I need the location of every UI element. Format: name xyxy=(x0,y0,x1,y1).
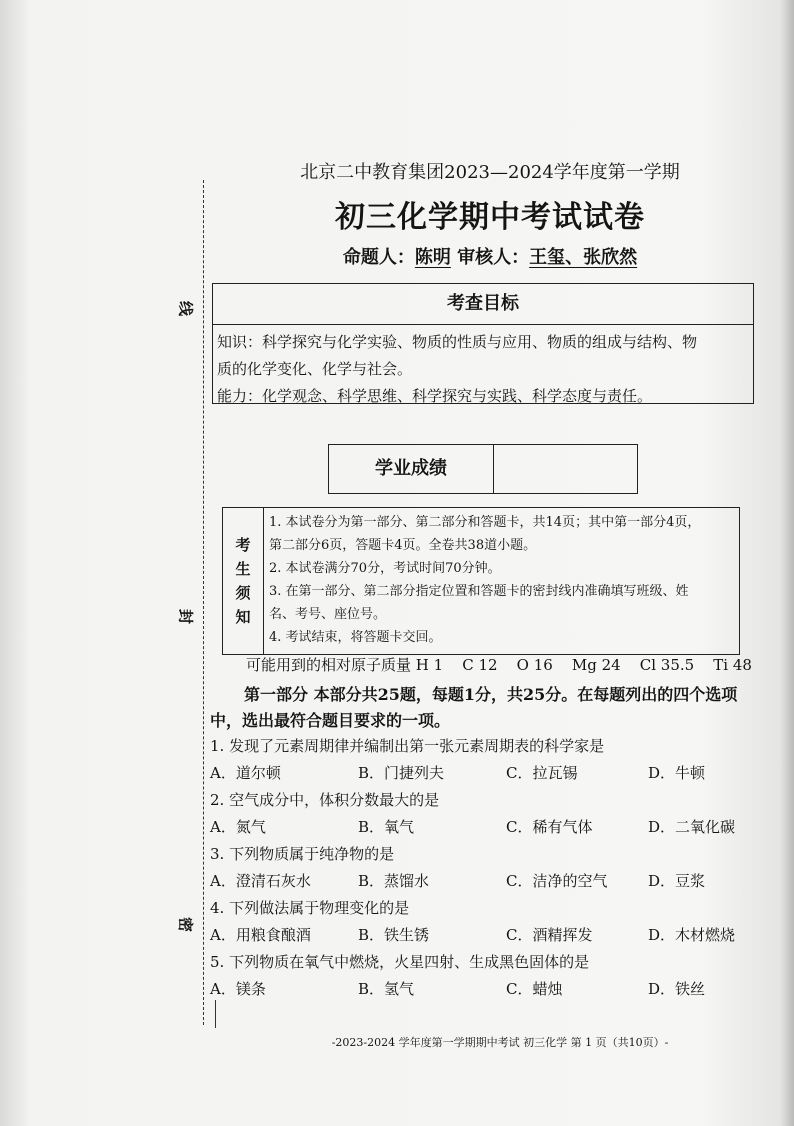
notice-label-char: 须 xyxy=(235,584,251,602)
option-c[interactable]: C．拉瓦锡 xyxy=(506,764,578,782)
margin-word-xian: 线 xyxy=(176,300,195,316)
score-field[interactable] xyxy=(494,445,637,493)
exam-title: 初三化学期中考试试卷 xyxy=(335,200,645,235)
option-c[interactable]: C．蜡烛 xyxy=(506,980,563,998)
option-d[interactable]: D．豆浆 xyxy=(648,872,706,890)
notice-line: 2. 本试卷满分70分，考试时间70分钟。 xyxy=(269,561,501,576)
part1-instructions xyxy=(210,682,760,734)
option-a[interactable]: A．道尔顿 xyxy=(210,764,281,782)
target-body xyxy=(213,325,753,410)
option-a[interactable]: A．镁条 xyxy=(210,980,266,998)
question-stem: 3. 下列物质属于纯净物的是 xyxy=(210,845,395,863)
option-d[interactable]: D．铁丝 xyxy=(648,980,706,998)
option-c[interactable]: C．洁净的空气 xyxy=(506,872,608,890)
part1-line-1: 第一部分 本部分共25题，每题1分，共25分。在每题列出的四个选项 xyxy=(244,685,738,704)
question-stem: 2. 空气成分中，体积分数最大的是 xyxy=(210,791,440,809)
notice-line: 名、考号、座位号。 xyxy=(269,607,387,622)
option-b[interactable]: B．铁生锈 xyxy=(358,926,430,944)
option-a[interactable]: A．澄清石灰水 xyxy=(210,872,311,890)
seal-line xyxy=(203,180,204,1025)
atomic-masses: 可能用到的相对原子质量 H 1 C 12 O 16 Mg 24 Cl 35.5 Ti 48 xyxy=(246,656,752,674)
option-d[interactable]: D．牛顿 xyxy=(648,764,706,782)
option-a[interactable]: A．氮气 xyxy=(210,818,266,836)
margin-mark xyxy=(215,1000,216,1028)
scan-edge-shadow xyxy=(780,0,794,1126)
option-d[interactable]: D．二氧化碳 xyxy=(648,818,736,836)
author-name: 陈明 xyxy=(414,247,451,268)
notice-label-char: 生 xyxy=(235,560,251,578)
option-d[interactable]: D．木材燃烧 xyxy=(648,926,736,944)
notice-label xyxy=(223,508,264,654)
margin-word-feng: 封 xyxy=(176,608,195,624)
target-heading: 考查目标 xyxy=(213,284,753,325)
notice-label-char: 考 xyxy=(235,536,251,554)
target-box xyxy=(212,283,754,404)
reviewer-names: 王玺、张欣然 xyxy=(529,247,638,268)
option-a[interactable]: A．用粮食酿酒 xyxy=(210,926,311,944)
notice-line: 1. 本试卷分为第一部分、第二部分和答题卡，共14页；其中第一部分4页， xyxy=(269,515,701,530)
score-label: 学业成绩 xyxy=(329,445,494,493)
authors-line xyxy=(210,243,770,269)
question-stem: 5. 下列物质在氧气中燃烧，火星四射、生成黑色固体的是 xyxy=(210,953,590,971)
target-line-3: 能力：化学观念、科学思维、科学探究与实践、科学态度与责任。 xyxy=(217,387,653,405)
notice-line: 4. 考试结束，将答题卡交回。 xyxy=(269,630,442,645)
notice-body xyxy=(264,508,739,654)
target-line-1: 知识：科学探究与化学实验、物质的性质与应用、物质的组成与结构、物 xyxy=(217,333,698,351)
question-stem: 1. 发现了元素周期律并编制出第一张元素周期表的科学家是 xyxy=(210,737,605,755)
part1-line-2: 中，选出最符合题目要求的一项。 xyxy=(210,711,451,730)
option-c[interactable]: C．稀有气体 xyxy=(506,818,593,836)
option-b[interactable]: B．氢气 xyxy=(358,980,415,998)
notice-line: 第二部分6页，答题卡4页。全卷共38道小题。 xyxy=(269,538,537,553)
page-footer: -2023-2024 学年度第一学期期中考试 初三化学 第 1 页（共10页）- xyxy=(331,1036,669,1049)
option-b[interactable]: B．门捷列夫 xyxy=(358,764,445,782)
notice-box xyxy=(222,507,740,655)
target-line-2: 质的化学变化、化学与社会。 xyxy=(217,360,413,378)
author-label: 命题人： xyxy=(342,247,415,268)
score-box xyxy=(328,444,638,494)
option-b[interactable]: B．氧气 xyxy=(358,818,415,836)
notice-line: 3. 在第一部分、第二部分指定位置和答题卡的密封线内准确填写班级、姓 xyxy=(269,584,689,599)
question-stem: 4. 下列做法属于物理变化的是 xyxy=(210,899,410,917)
reviewer-label: 审核人： xyxy=(457,247,530,268)
notice-label-char: 知 xyxy=(235,608,251,626)
margin-word-mi: 密 xyxy=(176,916,195,932)
exam-subtitle: 北京二中教育集团2023—2024学年度第一学期 xyxy=(300,162,680,183)
option-c[interactable]: C．酒精挥发 xyxy=(506,926,593,944)
option-b[interactable]: B．蒸馏水 xyxy=(358,872,430,890)
